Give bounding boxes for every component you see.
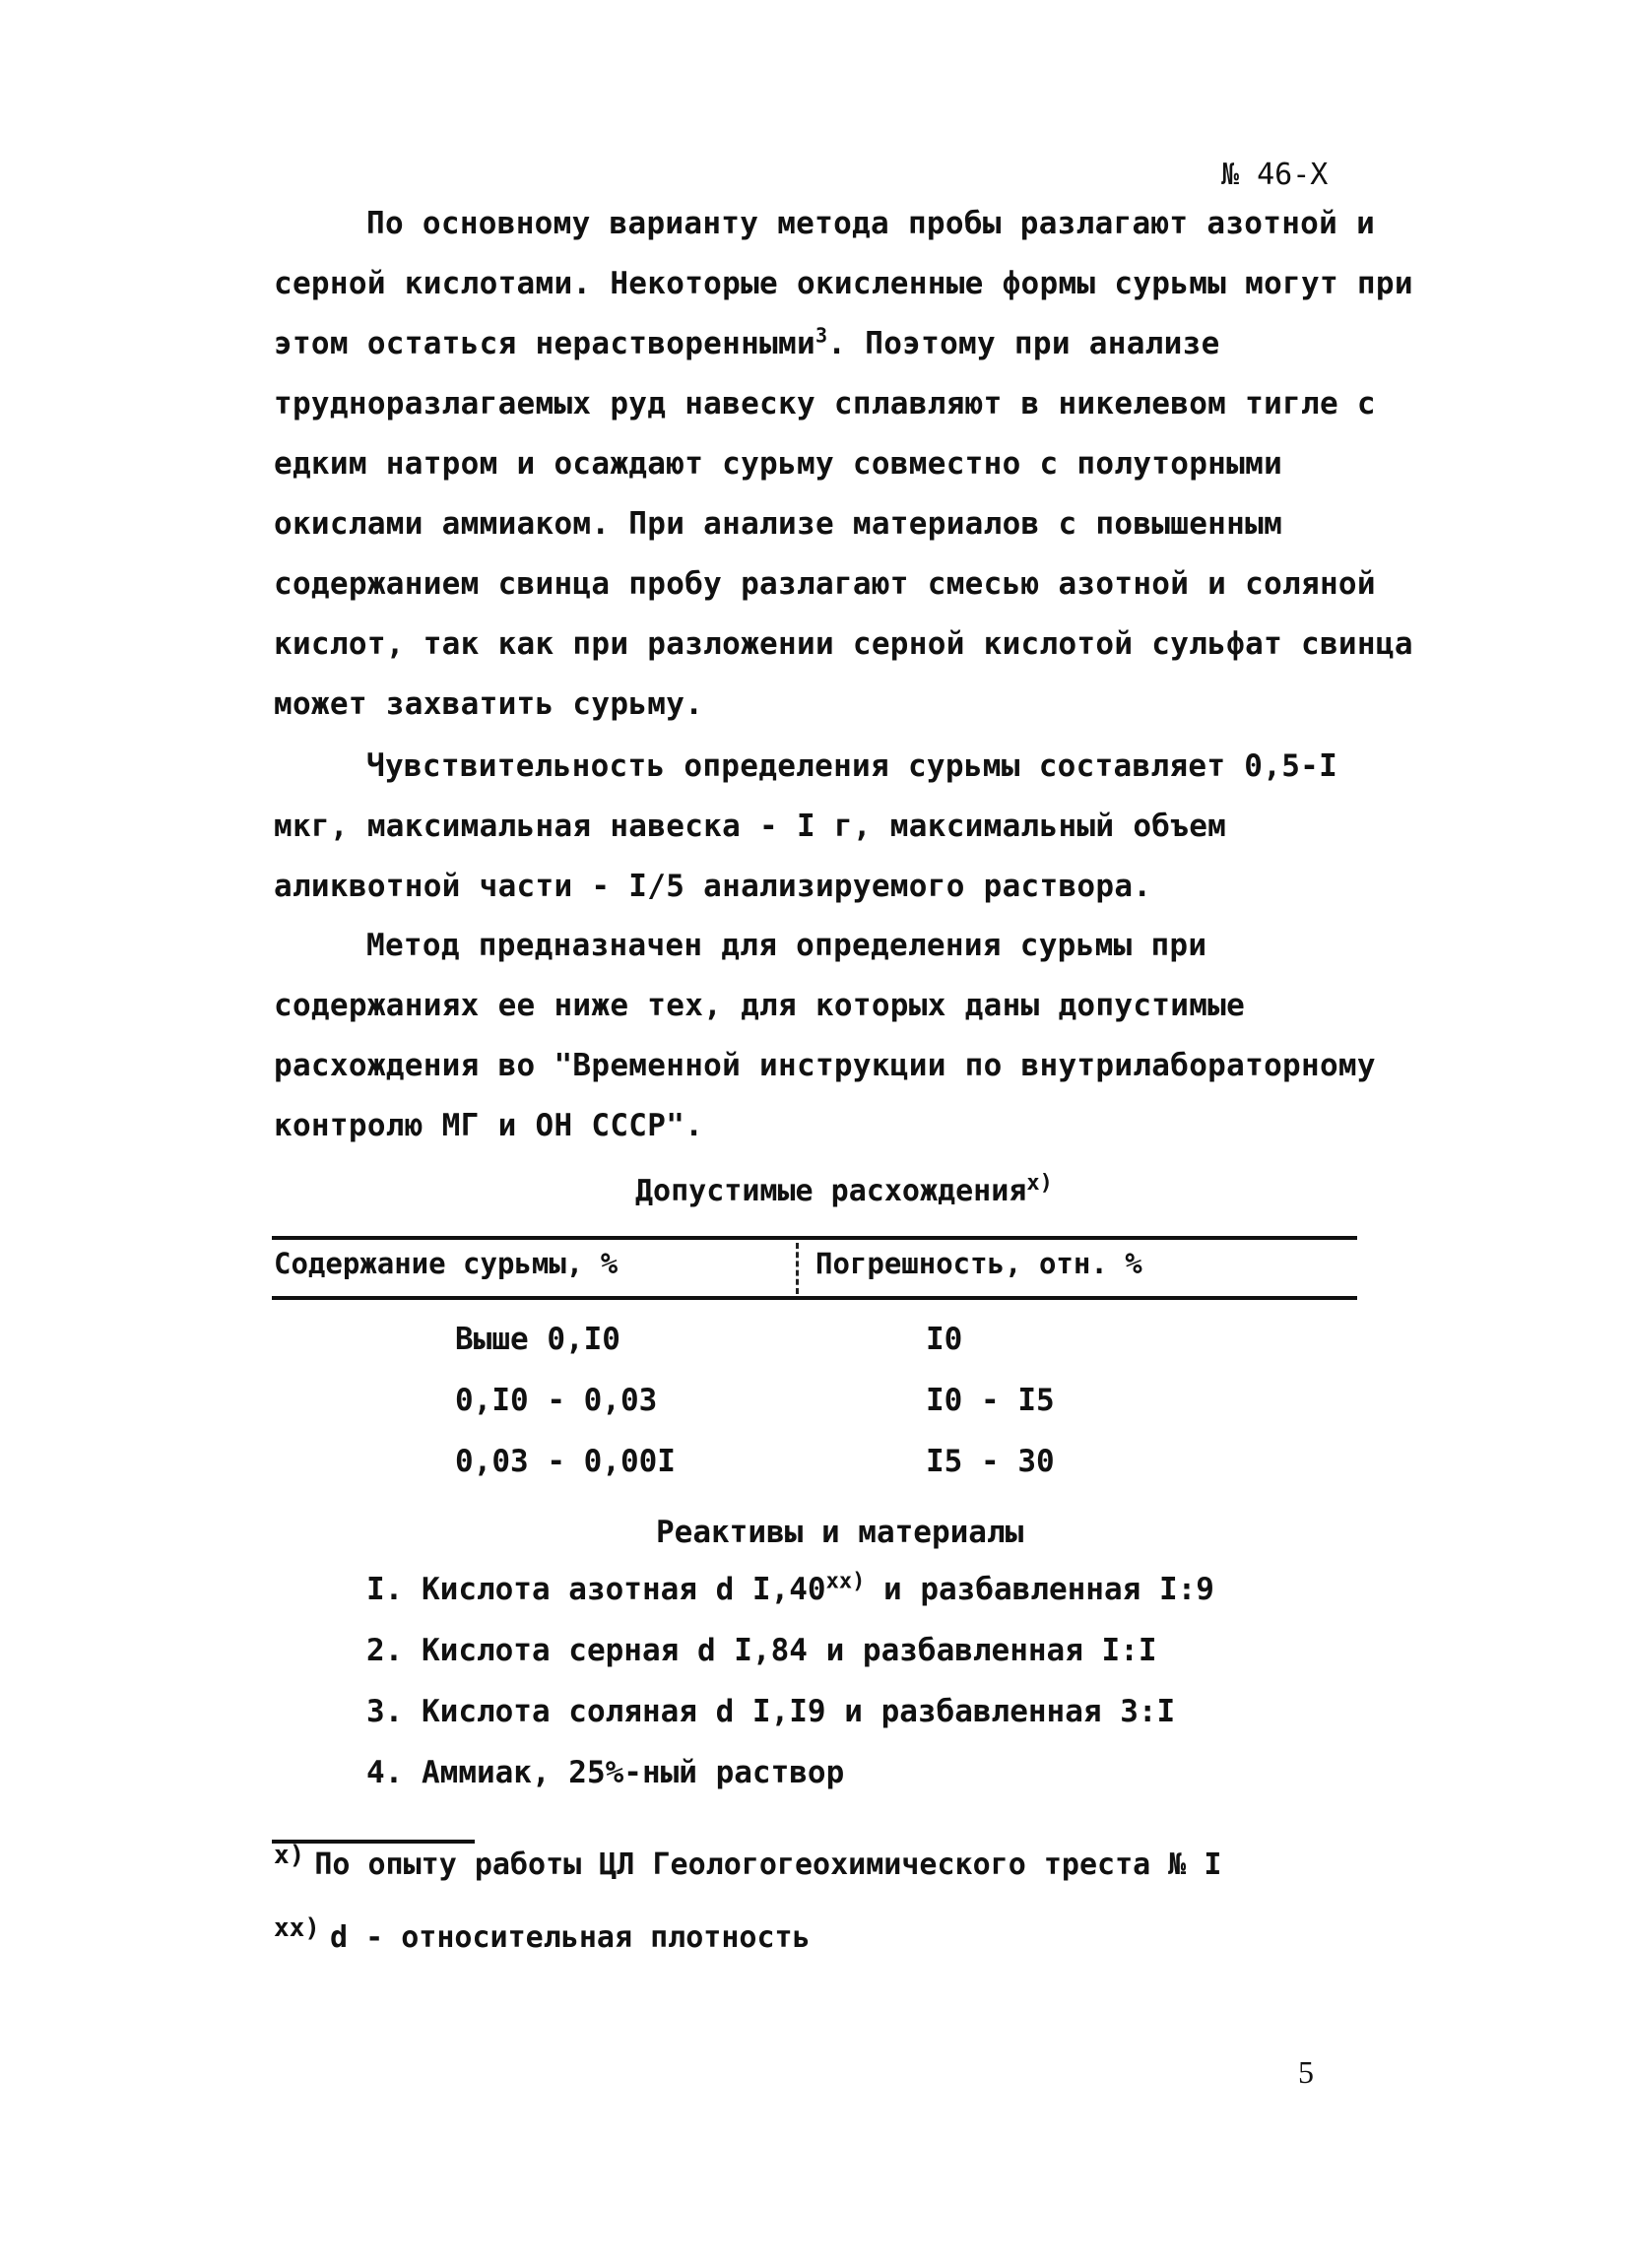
footnote-mark: х) <box>1026 1171 1053 1196</box>
paragraph-purpose: Метод предназначен для определения сурьмы при содержаниях ее ниже тех, для которых даны допустимые расхождения во "Временной инструкции по внутрилабораторному контролю МГ и ОН СССР". <box>274 928 1376 1143</box>
reference-number: 3 <box>814 323 828 348</box>
paragraph-text: . Поэтому при анализе трудноразлагаемых руд навеску сплавляют в никелевом тигле с едким натром и осаждают сурьму совместно с полуторными окислами аммиаком. При анализе материалов с повышенным содержанием свинца пробу разлагают смесью азотной и соляной кислот, так как при разложении серной кислотой сульфат свинца может захватить сурьму. <box>274 326 1413 722</box>
list-item: 4. Аммиак, 25%-ный раствор <box>366 1755 845 1790</box>
table-cell-error: I5 - 30 <box>926 1444 1055 1479</box>
footnote-mark: хх) <box>274 1913 320 1943</box>
list-item: 3. Кислота соляная d I,I9 и разбавленная 3:I <box>366 1694 1176 1729</box>
footnote-text: d - относительная плотность <box>329 1920 811 1955</box>
table-cell-content: 0,03 - 0,00I <box>455 1444 676 1479</box>
column-header-content: Содержание сурьмы, % <box>274 1247 619 1280</box>
table-top-rule <box>272 1236 1357 1240</box>
table-header-rule <box>272 1296 1357 1300</box>
column-header-error: Погрешность, отн. % <box>815 1247 1142 1280</box>
table-title <box>635 1171 1053 1208</box>
section-heading-reagents: Реактивы и материалы <box>656 1515 1024 1550</box>
table-title-text: Допустимые расхождения <box>635 1174 1027 1208</box>
footnote-mark: х) <box>274 1841 305 1870</box>
page-number: 5 <box>1298 2054 1314 2090</box>
footnote <box>274 1913 811 1955</box>
footnote-mark: хх) <box>825 1569 866 1594</box>
table-cell-error: I0 - I5 <box>926 1383 1055 1418</box>
document-number: № 46-Х <box>1221 158 1329 192</box>
column-divider <box>796 1243 799 1294</box>
reagent-text: и разбавленная I:9 <box>865 1572 1214 1607</box>
list-item: 2. Кислота серная d I,84 и разбавленная I:I <box>366 1633 1157 1668</box>
paragraph-decomposition-method <box>274 194 1416 735</box>
table-cell-error: I0 <box>926 1322 963 1357</box>
footnote <box>274 1841 1222 1882</box>
table-cell-content: 0,I0 - 0,03 <box>455 1383 658 1418</box>
table-cell-content: Выше 0,I0 <box>455 1322 620 1357</box>
list-item <box>366 1569 1214 1607</box>
paragraph-sensitivity: Чувствительность определения сурьмы составляет 0,5-I мкг, максимальная навеска - I г, максимальный объем аликвотной части - I/5 анализируемого раствора. <box>274 748 1338 904</box>
footnote-text: По опыту работы ЦЛ Геологогеохимического треста № I <box>314 1847 1222 1882</box>
paragraph-text: По основному варианту метода пробы разлагают азотной и серной кислотами. Некоторые окисленные формы сурьмы могут при этом остаться нерастворенными <box>274 206 1413 361</box>
reagent-text: I. Кислота азотная d I,40 <box>366 1572 826 1607</box>
